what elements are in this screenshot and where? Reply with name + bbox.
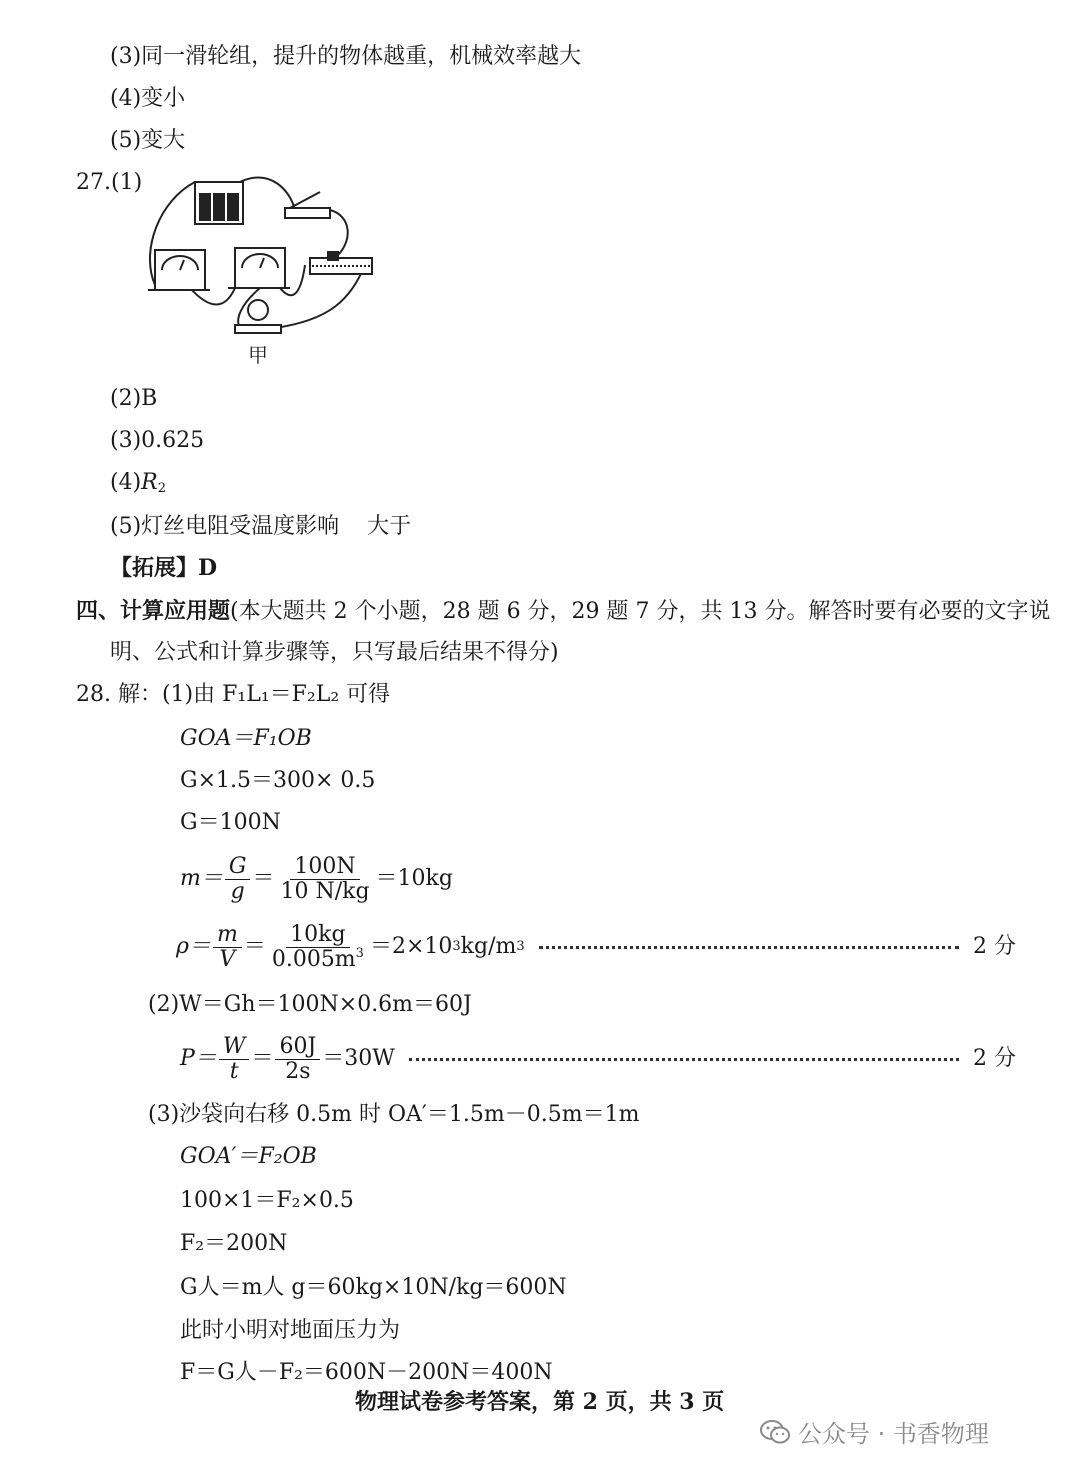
dot-leader [539, 946, 959, 949]
q26-part4: (4)变小 [110, 86, 186, 111]
q27-part5: (5)灯丝电阻受温度影响 大于 [110, 514, 412, 539]
page-footer: 物理试卷参考答案，第 2 页，共 3 页 [355, 1389, 725, 1415]
q28-line2: G×1.5＝300× 0.5 [180, 768, 376, 793]
q28-part3-line1: (3)沙袋向右移 0.5m 时 OA′＝1.5m－0.5m＝1m [148, 1102, 640, 1127]
section4-desc1: (本大题共 2 个小题，28 题 6 分，29 题 7 分，共 13 分。解答时要有必要的文字说 [230, 599, 1051, 624]
q28-line3: G＝100N [180, 810, 281, 835]
q28-part3-line6: 此时小明对地面压力为 [180, 1318, 401, 1343]
q28-part3-line5: G人＝m人 g＝60kg×10N/kg＝600N [180, 1275, 567, 1300]
section4-heading [76, 596, 1051, 627]
q28-part3-line4: F₂＝200N [180, 1231, 288, 1256]
q26-part3: (3)同一滑轮组，提升的物体越重，机械效率越大 [110, 44, 582, 69]
diagram-label: 甲 [248, 343, 268, 367]
q28-mass-formula: m＝ $\frac{G}{g}$ ＝ $\frac{100N}{10 N/kg}$ ＝10kg [180, 853, 453, 904]
wire [240, 178, 295, 210]
q28-power-formula: P＝ $\frac{W}{t}$ ＝ $\frac{60J}{2s}$ ＝30W 2 分 [180, 1033, 1016, 1084]
q28-line1: GOA＝F₁OB [180, 726, 312, 751]
section4-title: 四、计算应用题 [76, 598, 231, 624]
q28-part2-line1: (2)W＝Gh＝100N×0.6m＝60J [148, 992, 472, 1017]
wechat-icon [760, 1419, 790, 1445]
section4-desc2: 明、公式和计算步骤等，只写最后结果不得分) [110, 640, 559, 665]
q28-part3-line2: GOA′＝F₂OB [180, 1144, 317, 1169]
q27-part2: (2)B [110, 386, 158, 411]
score-1: 2 分 [973, 934, 1016, 959]
watermark-text: 公众号 · 书香物理 [798, 1420, 989, 1448]
score-2: 2 分 [973, 1046, 1016, 1071]
q27-extension: 【拓展】D [110, 555, 218, 581]
q28-part3-line3: 100×1＝F₂×0.5 [180, 1188, 354, 1213]
q26-part5: (5)变大 [110, 128, 186, 153]
q27-part4: $(4)R_2$ [110, 470, 167, 496]
q27-part3: (3)0.625 [110, 428, 205, 453]
q28-part3-line7: F＝G人－F₂＝600N－200N＝400N [180, 1360, 553, 1385]
q28-density-formula: ρ＝ $\frac{m}{V}$ ＝ $\frac{10kg}{0.005m^3}$ ＝2×10 3 kg/m 3 2 分 [176, 921, 1016, 972]
wire [330, 210, 348, 258]
q28-intro: 28. 解：(1)由 F₁L₁＝F₂L₂ 可得 [76, 682, 391, 707]
circuit-diagram [140, 170, 390, 370]
watermark [760, 1414, 989, 1449]
switch [285, 208, 330, 218]
q27-number: 27.(1) [76, 170, 143, 195]
dot-leader [409, 1058, 959, 1061]
lamp [248, 300, 268, 320]
